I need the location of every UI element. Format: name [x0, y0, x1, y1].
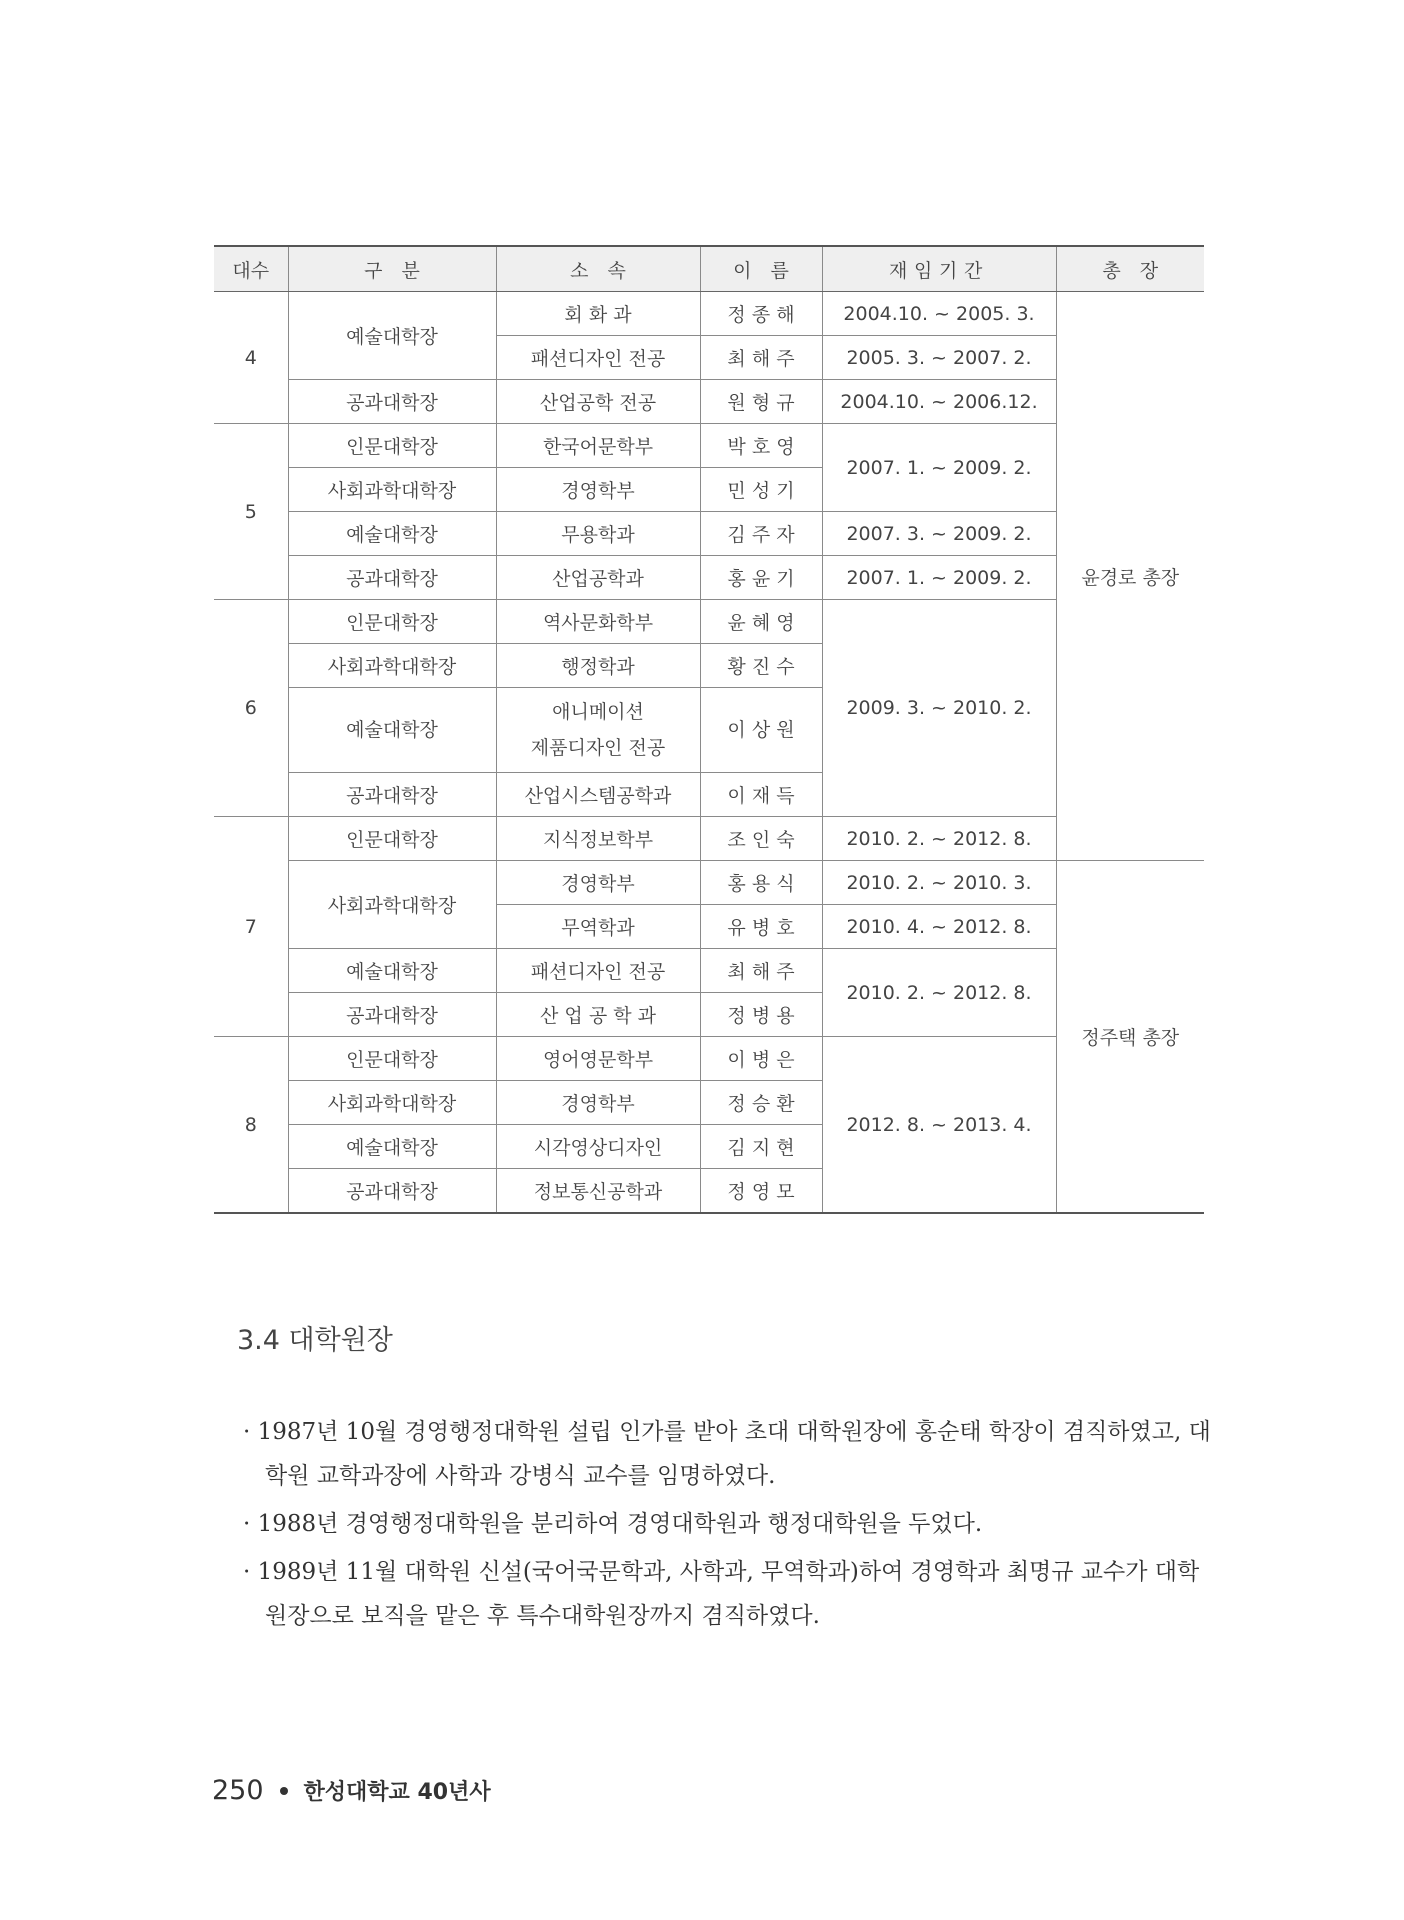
- name-cell: 이 병 은: [700, 1037, 822, 1081]
- dean-cell: 인문대학장: [288, 1037, 496, 1081]
- name-cell: 이 상 원: [700, 688, 822, 773]
- name-cell: 윤 혜 영: [700, 600, 822, 644]
- dept-cell: 행정학과: [496, 644, 700, 688]
- table-row: [214, 600, 1204, 644]
- dept-cell: 경영학부: [496, 861, 700, 905]
- term-cell: 2007. 1. ~ 2009. 2.: [822, 556, 1056, 600]
- dept-line: 제품디자인 전공: [530, 737, 666, 759]
- name-cell: 유 병 호: [700, 905, 822, 949]
- name-cell: 정 승 환: [700, 1081, 822, 1125]
- dean-cell: 예술대학장: [288, 1125, 496, 1169]
- term-cell: 2007. 3. ~ 2009. 2.: [822, 512, 1056, 556]
- dean-cell: 공과대학장: [288, 773, 496, 817]
- dean-cell: 인문대학장: [288, 424, 496, 468]
- term-cell: 2010. 2. ~ 2010. 3.: [822, 861, 1056, 905]
- generation-cell: 7: [214, 817, 288, 1037]
- name-cell: 원 형 규: [700, 380, 822, 424]
- term-cell: 2007. 1. ~ 2009. 2.: [822, 424, 1056, 512]
- generation-cell: 4: [214, 292, 288, 424]
- dept-cell: 한국어문학부: [496, 424, 700, 468]
- header-category: 구 분: [288, 246, 496, 292]
- dept-cell: 산업공학 전공: [496, 380, 700, 424]
- term-cell: 2010. 2. ~ 2012. 8.: [822, 949, 1056, 1037]
- dean-cell: 공과대학장: [288, 993, 496, 1037]
- table-row: [214, 861, 1204, 905]
- dean-cell: 예술대학장: [288, 949, 496, 993]
- dept-cell: 산업시스템공학과: [496, 773, 700, 817]
- name-cell: 홍 윤 기: [700, 556, 822, 600]
- name-cell: 홍 용 식: [700, 861, 822, 905]
- header-name: 이 름: [700, 246, 822, 292]
- term-cell: 2012. 8. ~ 2013. 4.: [822, 1037, 1056, 1214]
- name-cell: 박 호 영: [700, 424, 822, 468]
- page-number: 250: [212, 1775, 264, 1806]
- dean-cell: 사회과학대학장: [288, 861, 496, 949]
- header-affiliation: 소 속: [496, 246, 700, 292]
- table-row: [214, 1037, 1204, 1081]
- dean-cell: 인문대학장: [288, 817, 496, 861]
- dean-cell: 예술대학장: [288, 292, 496, 380]
- name-cell: 김 지 현: [700, 1125, 822, 1169]
- dept-cell: 무용학과: [496, 512, 700, 556]
- name-cell: 황 진 수: [700, 644, 822, 688]
- term-cell: 2010. 2. ~ 2012. 8.: [822, 817, 1056, 861]
- dept-cell: 경영학부: [496, 1081, 700, 1125]
- dean-cell: 공과대학장: [288, 1169, 496, 1214]
- table-row: [214, 949, 1204, 993]
- bullet-dot-icon: [280, 1787, 288, 1795]
- term-cell: 2010. 4. ~ 2012. 8.: [822, 905, 1056, 949]
- table-row: [214, 556, 1204, 600]
- dean-cell: 사회과학대학장: [288, 644, 496, 688]
- dean-cell: 공과대학장: [288, 380, 496, 424]
- term-cell: 2004.10. ~ 2006.12.: [822, 380, 1056, 424]
- name-cell: 조 인 숙: [700, 817, 822, 861]
- dept-cell: 영어영문학부: [496, 1037, 700, 1081]
- generation-cell: 6: [214, 600, 288, 817]
- dept-cell: 산 업 공 학 과: [496, 993, 700, 1037]
- name-cell: 이 재 득: [700, 773, 822, 817]
- table-header-row: [214, 246, 1204, 292]
- dept-cell: 역사문화학부: [496, 600, 700, 644]
- name-cell: 김 주 자: [700, 512, 822, 556]
- dept-cell: 패션디자인 전공: [496, 336, 700, 380]
- name-cell: 정 병 용: [700, 993, 822, 1037]
- dept-cell: 지식정보학부: [496, 817, 700, 861]
- name-cell: 최 해 주: [700, 949, 822, 993]
- name-cell: 최 해 주: [700, 336, 822, 380]
- name-cell: 정 종 해: [700, 292, 822, 336]
- name-cell: 정 영 모: [700, 1169, 822, 1214]
- dept-cell: 시각영상디자인: [496, 1125, 700, 1169]
- dept-cell: 무역학과: [496, 905, 700, 949]
- dept-line: 애니메이션: [552, 701, 644, 723]
- president-cell: 정주택 총장: [1056, 861, 1204, 1214]
- dept-cell: [496, 688, 700, 773]
- bullet-item: · 1989년 11월 대학원 신설(국어국문학과, 사학과, 무역학과)하여 경영학과 최명규 교수가 대학원장으로 보직을 맡은 후 특수대학원장까지 겸직하였다.: [243, 1559, 1200, 1629]
- generation-cell: 8: [214, 1037, 288, 1214]
- book-title: 한성대학교 40년사: [303, 1780, 491, 1805]
- term-cell: 2005. 3. ~ 2007. 2.: [822, 336, 1056, 380]
- header-generation: 대수: [214, 246, 288, 292]
- name-cell: 민 성 기: [700, 468, 822, 512]
- table-row: [214, 292, 1204, 336]
- dean-cell: 사회과학대학장: [288, 1081, 496, 1125]
- president-cell: 윤경로 총장: [1056, 292, 1204, 861]
- dean-table: [214, 245, 1204, 1214]
- page-footer: [212, 1775, 491, 1806]
- generation-cell: 5: [214, 424, 288, 600]
- section-title: 3.4 대학원장: [237, 1325, 393, 1356]
- dept-cell: 회 화 과: [496, 292, 700, 336]
- table-row: [214, 512, 1204, 556]
- header-president: 총 장: [1056, 246, 1204, 292]
- bullet-list: [243, 1410, 1213, 1642]
- dean-cell: 예술대학장: [288, 688, 496, 773]
- table-row: [214, 817, 1204, 861]
- dept-cell: 정보통신공학과: [496, 1169, 700, 1214]
- bullet-item: · 1988년 경영행정대학원을 분리하여 경영대학원과 행정대학원을 두었다.: [243, 1511, 983, 1537]
- dean-cell: 공과대학장: [288, 556, 496, 600]
- dean-cell: 인문대학장: [288, 600, 496, 644]
- dept-cell: 경영학부: [496, 468, 700, 512]
- term-cell: 2004.10. ~ 2005. 3.: [822, 292, 1056, 336]
- bullet-item: · 1987년 10월 경영행정대학원 설립 인가를 받아 초대 대학원장에 홍순태 학장이 겸직하였고, 대학원 교학과장에 사학과 강병식 교수를 임명하였다.: [243, 1419, 1211, 1489]
- header-term: 재임기간: [822, 246, 1056, 292]
- dean-cell: 사회과학대학장: [288, 468, 496, 512]
- term-cell: 2009. 3. ~ 2010. 2.: [822, 600, 1056, 817]
- table-row: [214, 380, 1204, 424]
- table-row: [214, 424, 1204, 468]
- dept-cell: 산업공학과: [496, 556, 700, 600]
- dept-cell: 패션디자인 전공: [496, 949, 700, 993]
- dean-cell: 예술대학장: [288, 512, 496, 556]
